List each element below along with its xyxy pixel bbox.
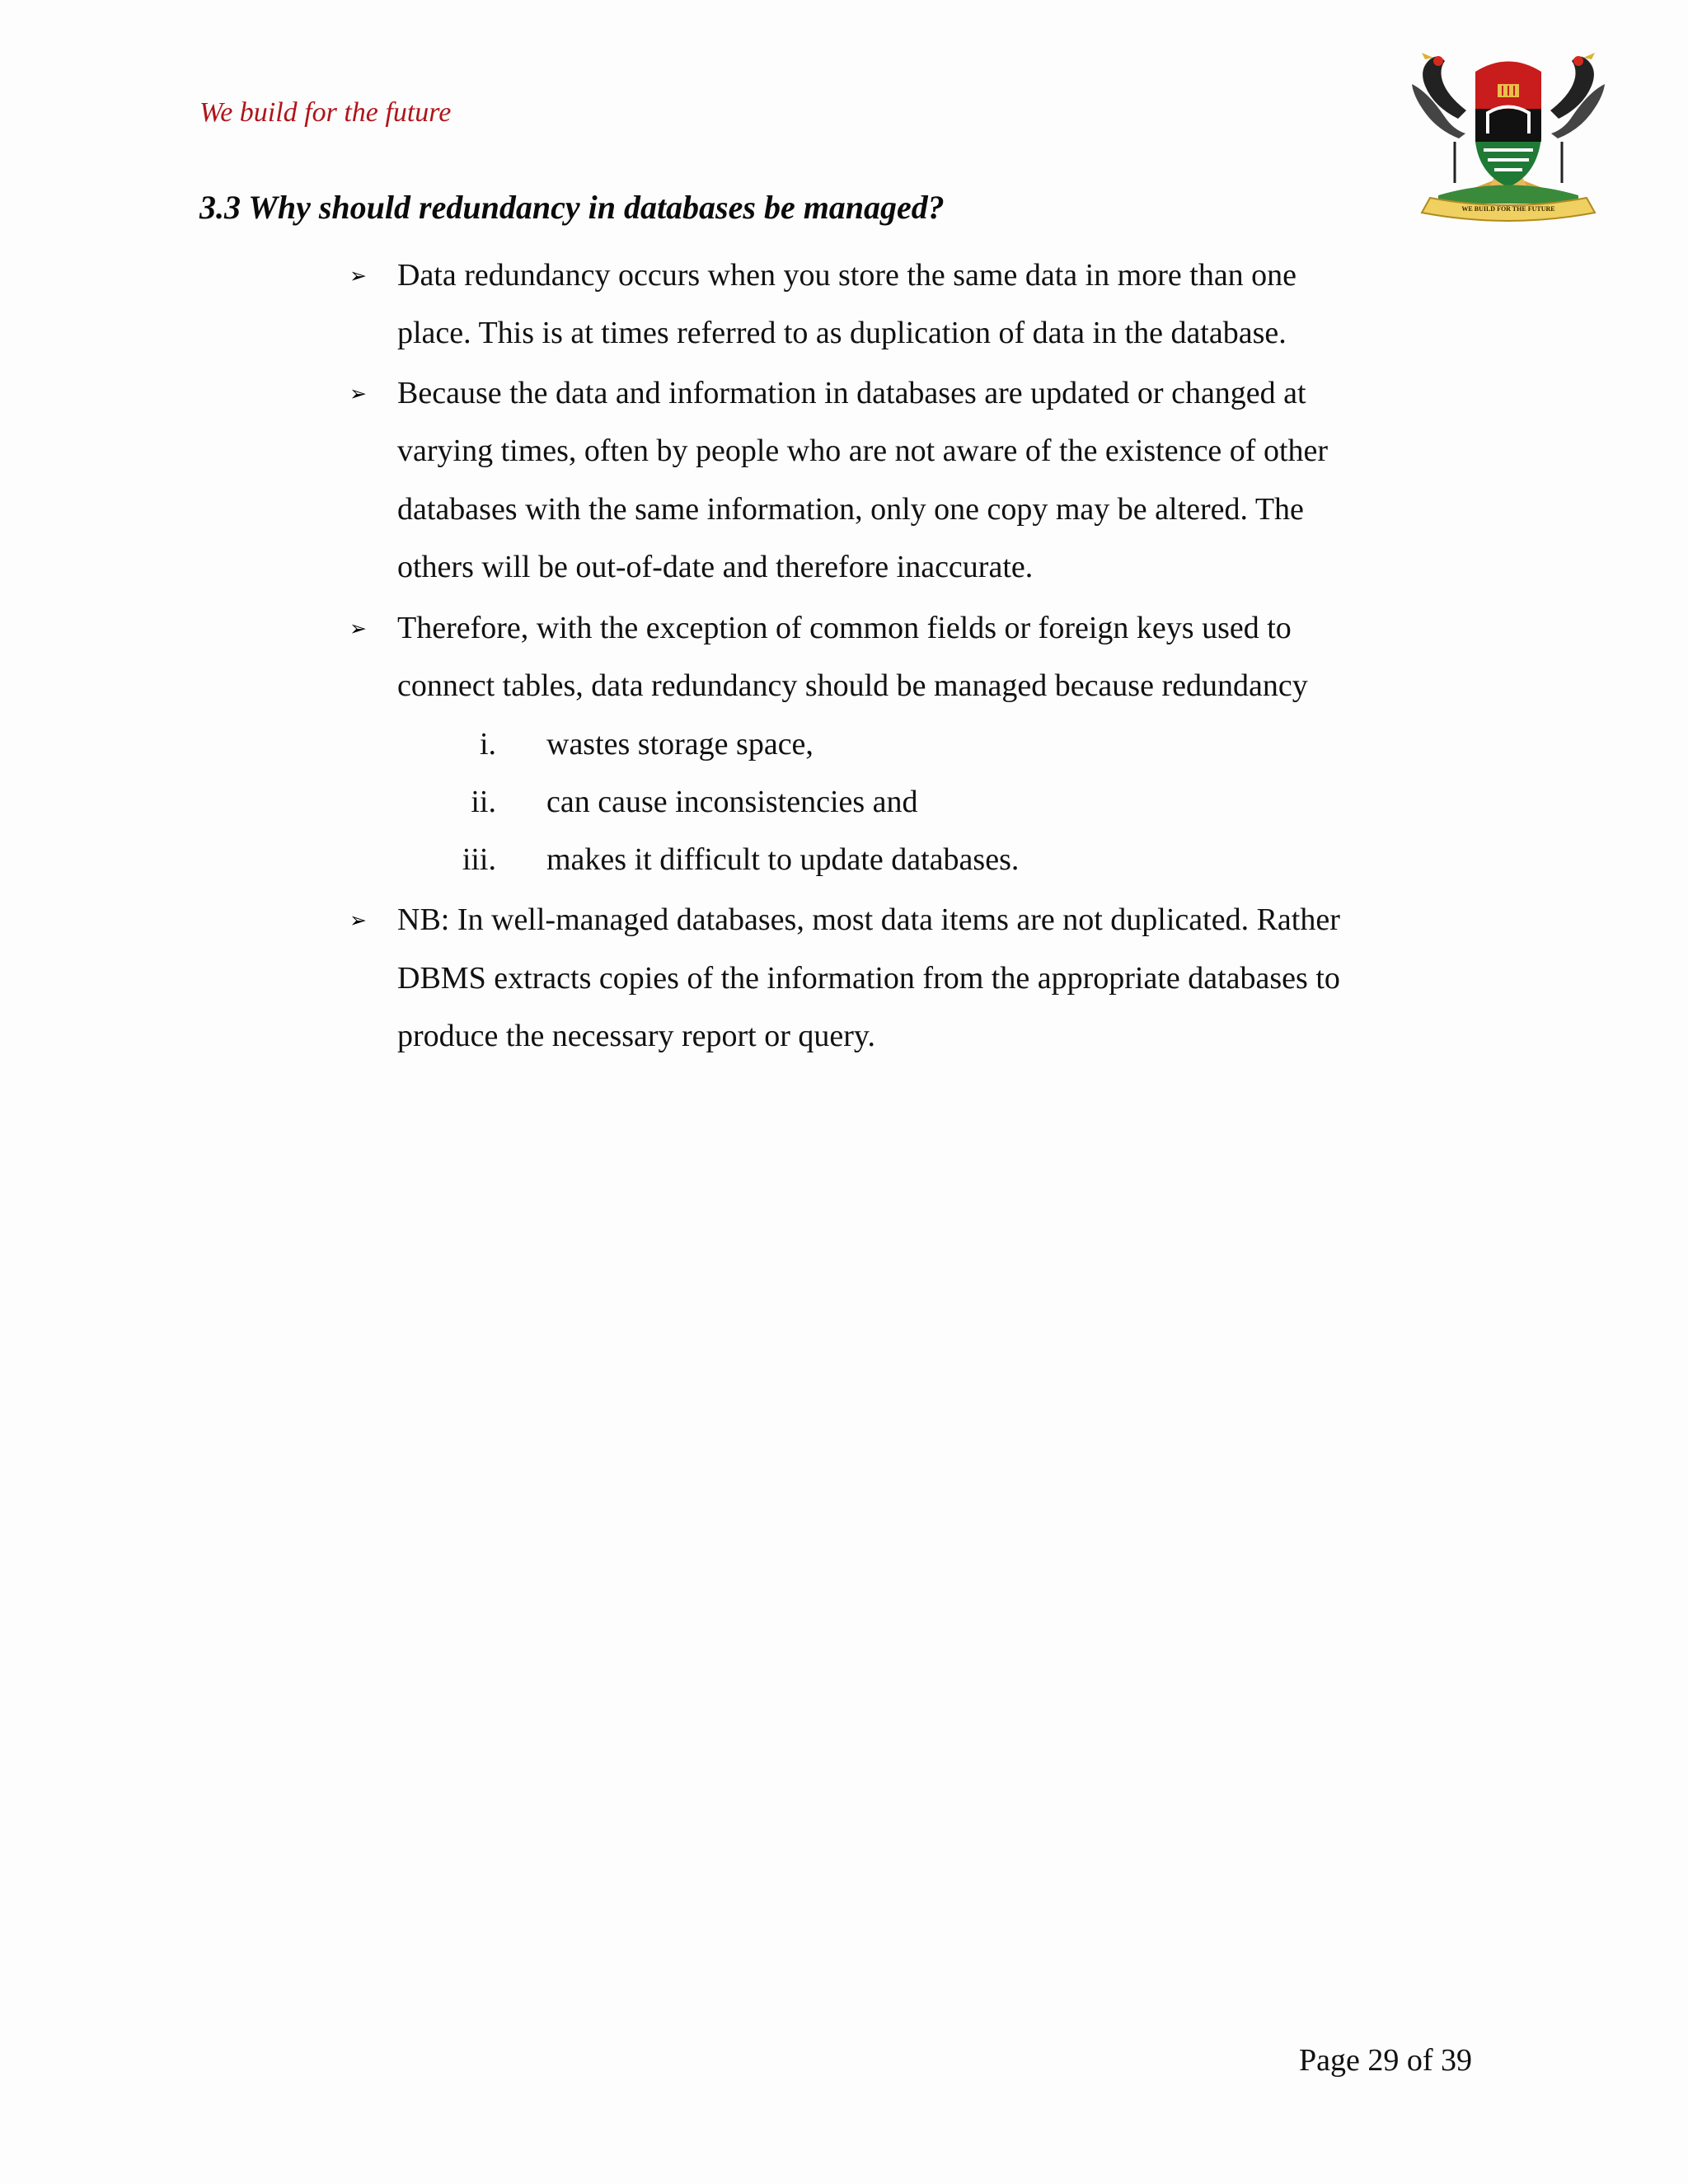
- list-item: can cause inconsistencies and: [546, 785, 918, 819]
- arrowhead-bullet-icon: ➢: [349, 383, 367, 405]
- paragraph-line: Therefore, with the exception of common fields or foreign keys used to: [397, 611, 1292, 645]
- right-crane-icon: [1550, 53, 1605, 183]
- svg-text:WE BUILD FOR THE FUTURE: WE BUILD FOR THE FUTURE: [1461, 205, 1555, 213]
- left-crane-icon: [1412, 53, 1466, 183]
- list-item: makes it difficult to update databases.: [546, 842, 1020, 877]
- paragraph-line: connect tables, data redundancy should be managed because redundancy: [397, 668, 1308, 703]
- paragraph-line: DBMS extracts copies of the information from the appropriate databases to: [397, 961, 1340, 996]
- paragraph-line: databases with the same information, only one copy may be altered. The: [397, 492, 1304, 527]
- arrowhead-bullet-icon: ➢: [349, 265, 367, 288]
- paragraph-line: place. This is at times referred to as duplication of data in the database.: [397, 316, 1287, 350]
- paragraph-line: Because the data and information in databases are updated or changed at: [397, 376, 1306, 410]
- header-motto: We build for the future: [199, 97, 452, 128]
- shield-icon: [1475, 62, 1541, 188]
- list-item: wastes storage space,: [546, 727, 814, 762]
- paragraph-line: varying times, often by people who are not aware of the existence of other: [397, 434, 1329, 468]
- paragraph-line: produce the necessary report or query.: [397, 1019, 875, 1053]
- list-number: iii.: [462, 842, 496, 877]
- list-number: ii.: [471, 785, 496, 819]
- list-number: i.: [479, 727, 496, 762]
- university-coat-of-arms-icon: [1405, 51, 1611, 224]
- page-number: Page 29 of 39: [1299, 2043, 1473, 2078]
- paragraph-line: NB: In well-managed databases, most data items are not duplicated. Rather: [397, 902, 1340, 937]
- section-heading: 3.3 Why should redundancy in databases be managed?: [199, 189, 945, 226]
- paragraph-line: others will be out-of-date and therefore inaccurate.: [397, 550, 1034, 584]
- arrowhead-bullet-icon: ➢: [349, 618, 367, 640]
- paragraph-line: Data redundancy occurs when you store the same data in more than one: [397, 258, 1297, 293]
- arrowhead-bullet-icon: ➢: [349, 910, 367, 932]
